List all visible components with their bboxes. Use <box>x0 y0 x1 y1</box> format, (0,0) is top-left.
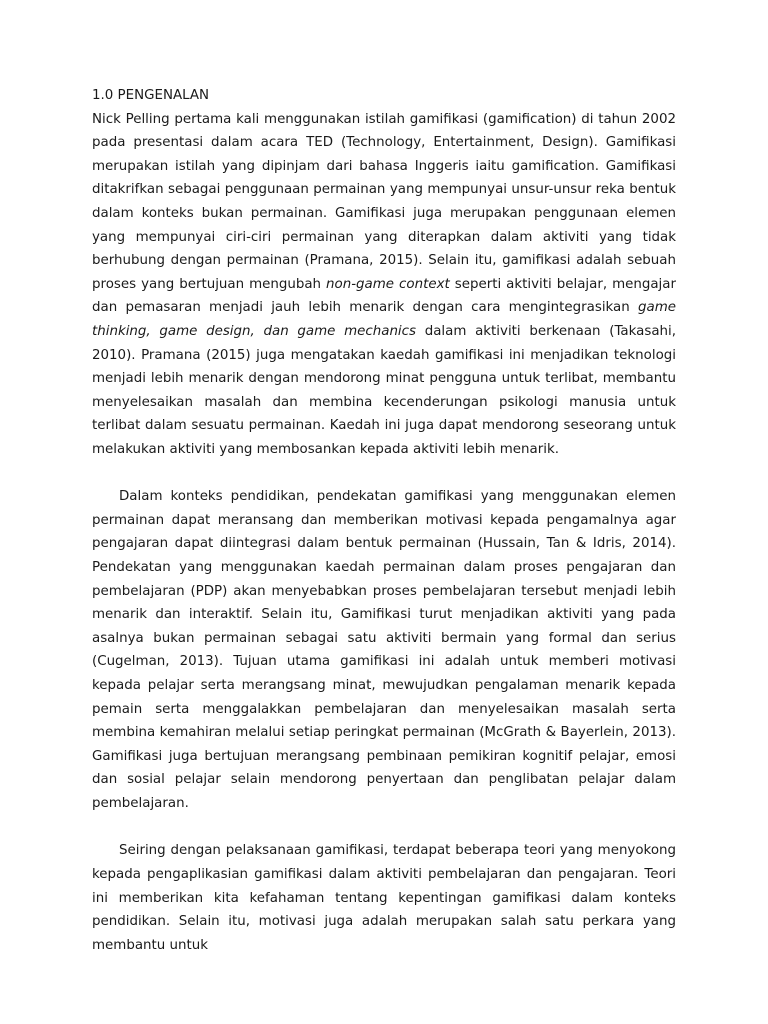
paragraph-spacer <box>92 462 676 486</box>
paragraph-education-context <box>92 485 676 815</box>
text-segment: seperti aktiviti belajar, mengajar dan pemasaran menjadi jauh lebih menarik dengan cara mengintegrasikan <box>92 276 676 316</box>
paragraph-spacer <box>92 816 676 840</box>
document-page <box>92 84 676 957</box>
text-segment: Dalam konteks pendidikan, pendekatan gamifikasi yang menggunakan elemen permainan dapat meransang dan memberikan motivasi kepada pengamalnya agar pengajaran dapat diintegrasi dalam bentuk permainan (Hussain, Tan & Idris, 2014). Pendekatan yang menggunakan kaedah permainan dalam proses pengajaran dan pembelajaran (PDP) akan menyebabkan proses pembelajaran tersebut menjadi lebih menarik dan interaktif. Selain itu, Gamifikasi turut menjadikan aktiviti yang pada asalnya bukan permainan sebagai satu aktiviti bermain yang formal dan serius (Cugelman, 2013). Tujuan utama gamifikasi ini adalah untuk memberi motivasi kepada pelajar serta merangsang minat, mewujudkan pengalaman menarik kepada pemain serta menggalakkan pembelajaran dan menyelesaikan masalah serta membina kemahiran melalui setiap peringkat permainan (McGrath & Bayerlein, 2013). Gamifikasi juga bertujuan merangsang pembinaan pemikiran kognitif pelajar, emosi dan sosial pelajar selain mendorong penyertaan dan penglibatan pelajar dalam pembelajaran. <box>92 489 676 812</box>
text-segment: Seiring dengan pelaksanaan gamifikasi, terdapat beberapa teori yang menyokong kepada pengaplikasian gamifikasi dalam aktiviti pembelajaran dan pengajaran. Teori ini memberikan kita kefahaman tentang kepentingan gamifikasi dalam konteks pendidikan. Selain itu, motivasi juga adalah merupakan salah satu perkara yang membantu untuk <box>92 843 676 953</box>
italic-term: non-game context <box>326 276 450 292</box>
text-segment: Nick Pelling pertama kali menggunakan istilah gamifikasi (gamification) di tahun 2002 pada presentasi dalam acara TED (Technology, Entertainment, Design). Gamifikasi merupakan istilah yang dipinjam dari bahasa Inggeris iaitu gamification. Gamifikasi ditakrifkan sebagai penggunaan permainan yang mempunyai unsur-unsur reka bentuk dalam konteks bukan permainan. Gamifikasi juga merupakan penggunaan elemen yang mempunyai ciri-ciri permainan yang diterapkan dalam aktiviti yang tidak berhubung dengan permainan (Pramana, 2015). Selain itu, gamifikasi adalah sebuah proses yang bertujuan mengubah <box>92 111 676 292</box>
paragraph-theories <box>92 839 676 957</box>
text-segment: dalam aktiviti berkenaan (Takasahi, 2010). Pramana (2015) juga mengatakan kaedah gamifikasi ini menjadikan teknologi menjadi lebih menarik dengan mendorong minat pengguna untuk terlibat, membantu menyelesaikan masalah dan membina kecenderungan psikologi manusia untuk terlibat dalam sesuatu permainan. Kaedah ini juga dapat mendorong seseorang untuk melakukan aktiviti yang membosankan kepada aktiviti lebih menarik. <box>92 323 676 457</box>
italic-term: game thinking, game design, dan game mechanics <box>92 300 676 339</box>
section-heading: 1.0 PENGENALAN <box>92 88 210 103</box>
paragraph-introduction <box>92 108 676 462</box>
